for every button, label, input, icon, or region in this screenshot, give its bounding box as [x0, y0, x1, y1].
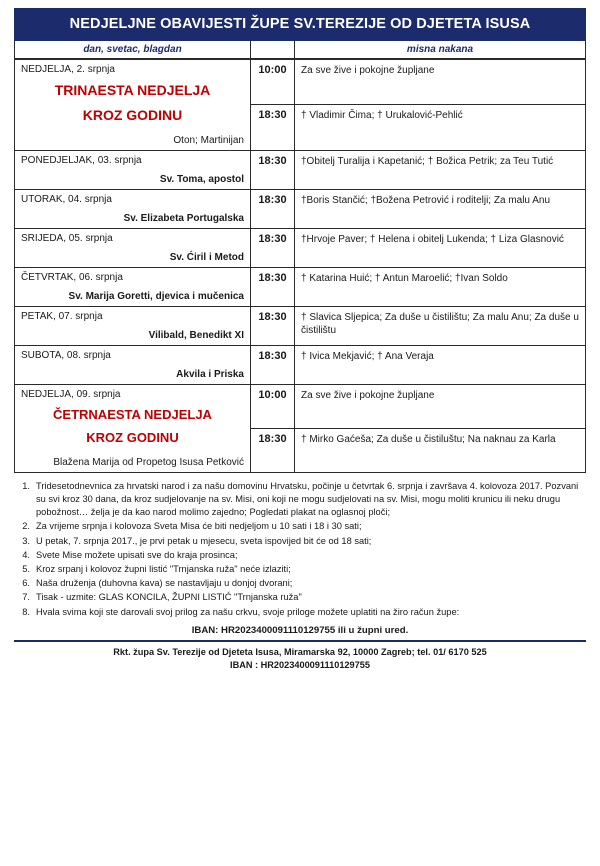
mass-time: 18:30: [251, 150, 295, 189]
note-text: Za vrijeme srpnja i kolovoza Sveta Misa će biti nedjeljom u 10 sati i 18 i 30 sati;: [36, 521, 362, 532]
day-date: PONEDJELJAK, 03. srpnja: [21, 154, 142, 166]
mass-time: 18:30: [251, 428, 295, 472]
table-row: [15, 306, 586, 345]
day-cell: [15, 267, 251, 306]
note-number: 8.: [22, 606, 30, 617]
mass-time: 18:30: [251, 105, 295, 150]
list-item: [14, 520, 586, 533]
iban-line: IBAN: HR2023400091110129755 ili u župni ured.: [191, 624, 409, 636]
list-item: [14, 591, 586, 604]
mass-time: 18:30: [251, 345, 295, 384]
list-item: [14, 606, 586, 619]
note-number: 5.: [22, 564, 30, 574]
list-item: [14, 480, 586, 520]
day-saints: Sv. Ćiril i Metod: [169, 251, 244, 263]
list-item: [14, 535, 586, 548]
table-row: [15, 189, 586, 228]
announcements-list: [14, 480, 586, 619]
day-date: ČETVRTAK, 06. srpnja: [21, 271, 123, 283]
mass-intention: Za sve žive i pokojne župljane: [295, 60, 586, 105]
mass-intention: †Obitelj Turalija i Kapetanić; † Božica Petrik; za Teu Tutić: [295, 150, 586, 189]
table-row: [15, 267, 586, 306]
mass-intention: † Vladimir Čima; † Urukalović-Pehlić: [295, 105, 586, 150]
day-cell: [15, 60, 251, 151]
day-saints: Sv. Elizabeta Portugalska: [123, 212, 244, 224]
mass-time: 18:30: [251, 228, 295, 267]
page-title: NEDJELJNE OBAVIJESTI ŽUPE SV.TEREZIJE OD DJETETA ISUSA: [14, 8, 586, 41]
note-text: Kroz srpanj i kolovoz župni listić "Trnjanska ruža" neće izlaziti;: [36, 564, 291, 574]
footer-address: Rkt. župa Sv. Terezije od Djeteta Isusa, Miramarska 92, 10000 Zagreb; tel. 01/ 6170 525: [113, 646, 487, 657]
mass-intention: † Katarina Huić; † Antun Maroelić; †Ivan Soldo: [295, 267, 586, 306]
day-feast-line1: TRINAESTA NEDJELJA: [54, 82, 211, 98]
day-saints: Sv. Toma, apostol: [159, 173, 244, 185]
note-number: 4.: [22, 549, 30, 560]
list-item: [14, 563, 586, 576]
note-text: Naša druženja (duhovna kava) se nastavljaju u donjoj dvorani;: [36, 578, 293, 589]
day-cell: [15, 189, 251, 228]
day-saints: Akvila i Priska: [176, 368, 244, 380]
column-header-day: dan, svetac, blagdan: [15, 41, 251, 58]
note-text: U petak, 7. srpnja 2017., je prvi petak u mjesecu, sveta ispovijed bit će od 18 sati;: [36, 535, 372, 546]
day-saints: Vilibald, Benedikt XI: [148, 329, 244, 341]
note-text: Svete Mise možete upisati sve do kraja prosinca;: [36, 549, 238, 560]
column-header-intention: misna nakana: [406, 44, 474, 55]
day-saints: Sv. Marija Goretti, djevica i mučenica: [68, 290, 244, 302]
note-number: 3.: [22, 535, 30, 546]
day-saints: Oton; Martinijan: [173, 134, 244, 146]
note-number: 2.: [22, 521, 30, 532]
day-date: SUBOTA, 08. srpnja: [21, 349, 111, 361]
mass-intention: †Hrvoje Paver; † Helena i obitelj Lukenda; † Liza Glasnović: [295, 228, 586, 267]
mass-intention: † Mirko Gaćeša; Za duše u čistiluštu; Na naknau za Karla: [295, 428, 586, 472]
table-row: [15, 60, 586, 105]
mass-intention: †Boris Stančić; †Božena Petrović i roditelji; Za malu Anu: [295, 189, 586, 228]
day-feast-line2: KROZ GODINU: [82, 106, 183, 123]
mass-intention: † Slavica Sljepica; Za duše u čistilištu; Za malu Anu; Za duše u čistilištu: [295, 306, 586, 345]
day-feast-line2: KROZ GODINU: [86, 430, 179, 446]
day-saints: Blažena Marija od Propetog Isusa Petković: [53, 456, 244, 468]
note-number: 1.: [22, 480, 30, 491]
day-date: UTORAK, 04. srpnja: [21, 193, 112, 205]
table-row: [15, 228, 586, 267]
day-cell: [15, 228, 251, 267]
list-item: [14, 577, 586, 590]
mass-intention: Za sve žive i pokojne župljane: [295, 384, 586, 428]
day-date: PETAK, 07. srpnja: [21, 310, 103, 322]
day-date: NEDJELJA, 09. srpnja: [21, 388, 121, 400]
table-row: [15, 345, 586, 384]
day-feast-line1: ČETRNAESTA NEDJELJA: [53, 406, 212, 422]
day-date: NEDJELJA, 2. srpnja: [21, 64, 115, 75]
footer-iban: IBAN : HR2023400091110129755: [230, 660, 370, 671]
page-footer: [14, 640, 586, 673]
mass-time: 10:00: [251, 60, 295, 105]
note-text: Hvala svima koji ste darovali svoj prilog za našu crkvu, svoje priloge možete uplatiti na žiro račun župe:: [36, 606, 460, 617]
table-row: [15, 150, 586, 189]
note-number: 6.: [22, 578, 30, 589]
list-item: [14, 549, 586, 562]
mass-time: 18:30: [251, 189, 295, 228]
mass-time: 18:30: [251, 306, 295, 345]
table-row: [15, 384, 586, 428]
mass-time: 18:30: [251, 267, 295, 306]
day-cell: [15, 345, 251, 384]
note-text: Tridesetodnevnica za hrvatski narod i za našu domovinu Hrvatsku, počinje u četvrtak 6. srpnja i završava 4. kolovoza 2017. Pozvani su svi kroz 30 dana, da kroz sudjelovanje na sv. Misi, oni koji ne mogu sudjelovati na sv. Misi, mogu moliti krunicu ili neku drugu pobožnost… želja je da kao narod molimo zajedno; Pogledati plakat na oglasnoj ploči;: [36, 480, 579, 518]
note-number: 7.: [22, 592, 30, 603]
mass-time: 10:00: [251, 384, 295, 428]
day-cell: [15, 384, 251, 472]
day-cell: [15, 306, 251, 345]
schedule-table: [14, 59, 586, 473]
day-cell: [15, 150, 251, 189]
mass-intention: † Ivica Mekjavić; † Ana Veraja: [295, 345, 586, 384]
table-column-headers: [14, 41, 586, 59]
column-header-time: [251, 41, 295, 58]
note-text: Tisak - uzmite: GLAS KONCILA, ŽUPNI LISTIĆ "Trnjanska ruža": [36, 592, 302, 603]
day-date: SRIJEDA, 05. srpnja: [21, 232, 113, 244]
